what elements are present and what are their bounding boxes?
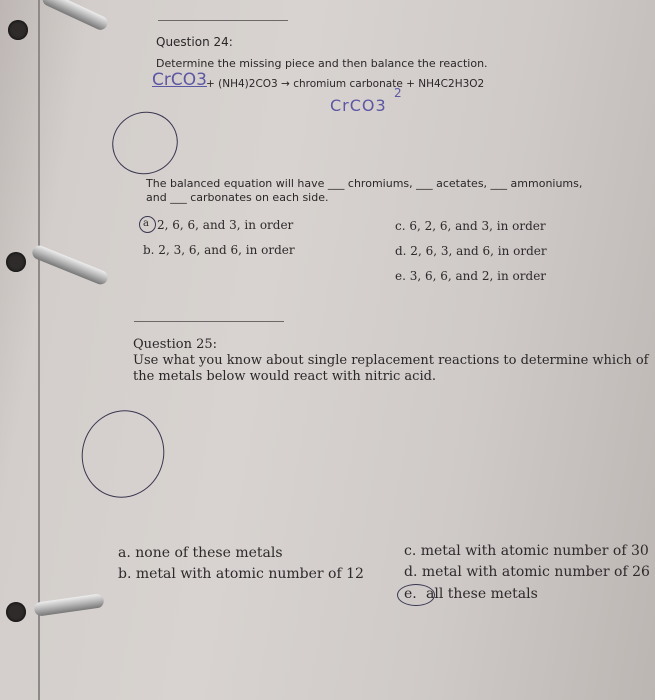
- binder-ring-1: [40, 0, 109, 32]
- q24-option-e[interactable]: e. 3, 6, 6, and 2, in order: [395, 269, 547, 283]
- binder-ring-2: [30, 244, 109, 287]
- q25-option-e[interactable]: all these metals: [426, 586, 538, 602]
- q25-heading: Question 25:: [133, 337, 218, 352]
- q24-handwritten-superscript: 2: [394, 86, 402, 100]
- q25-option-a[interactable]: a. none of these metals: [118, 545, 283, 561]
- q24-prompt: Determine the missing piece and then balance the reaction.: [156, 57, 488, 70]
- q25-option-d[interactable]: d. metal with atomic number of 26: [404, 564, 650, 580]
- q25-option-e-mark: e.: [404, 586, 417, 602]
- margin-line: [38, 0, 40, 700]
- q25-prompt-line1: Use what you know about single replacement reactions to determine which of: [133, 353, 649, 368]
- q24-option-c[interactable]: c. 6, 2, 6, and 3, in order: [395, 219, 546, 233]
- binder-hole-1: [8, 20, 28, 40]
- q24-balanced-line1: The balanced equation will have ___ chromiums, ___ acetates, ___ ammoniums,: [146, 177, 583, 190]
- q24-option-d[interactable]: d. 2, 6, 3, and 6, in order: [395, 244, 547, 258]
- binder-ring-3: [33, 593, 104, 617]
- binder-hole-3: [6, 602, 26, 622]
- q25-prompt-line2: the metals below would react with nitric acid.: [133, 369, 437, 384]
- q24-option-a[interactable]: 2, 6, 6, and 3, in order: [157, 218, 294, 232]
- separator-middle: [134, 321, 284, 322]
- q25-option-c[interactable]: c. metal with atomic number of 30: [404, 543, 649, 559]
- q24-option-a-mark: a: [143, 218, 149, 229]
- separator-top: [158, 20, 288, 21]
- binder-hole-2: [6, 252, 26, 272]
- answer-bubble-q25: [70, 399, 175, 508]
- q24-balanced-line2: and ___ carbonates on each side.: [146, 191, 329, 204]
- q24-option-b[interactable]: b. 2, 3, 6, and 6, in order: [143, 243, 295, 257]
- q24-heading: Question 24:: [156, 35, 233, 49]
- answer-bubble-q24: [103, 103, 186, 184]
- q24-handwritten-answer: CrCO3: [330, 96, 387, 115]
- q25-option-b[interactable]: b. metal with atomic number of 12: [118, 566, 364, 582]
- q24-equation: + (NH4)2CO3 → chromium carbonate + NH4C2H3O2: [206, 78, 485, 90]
- q24-handwritten-reactant: CrCO3: [152, 70, 207, 90]
